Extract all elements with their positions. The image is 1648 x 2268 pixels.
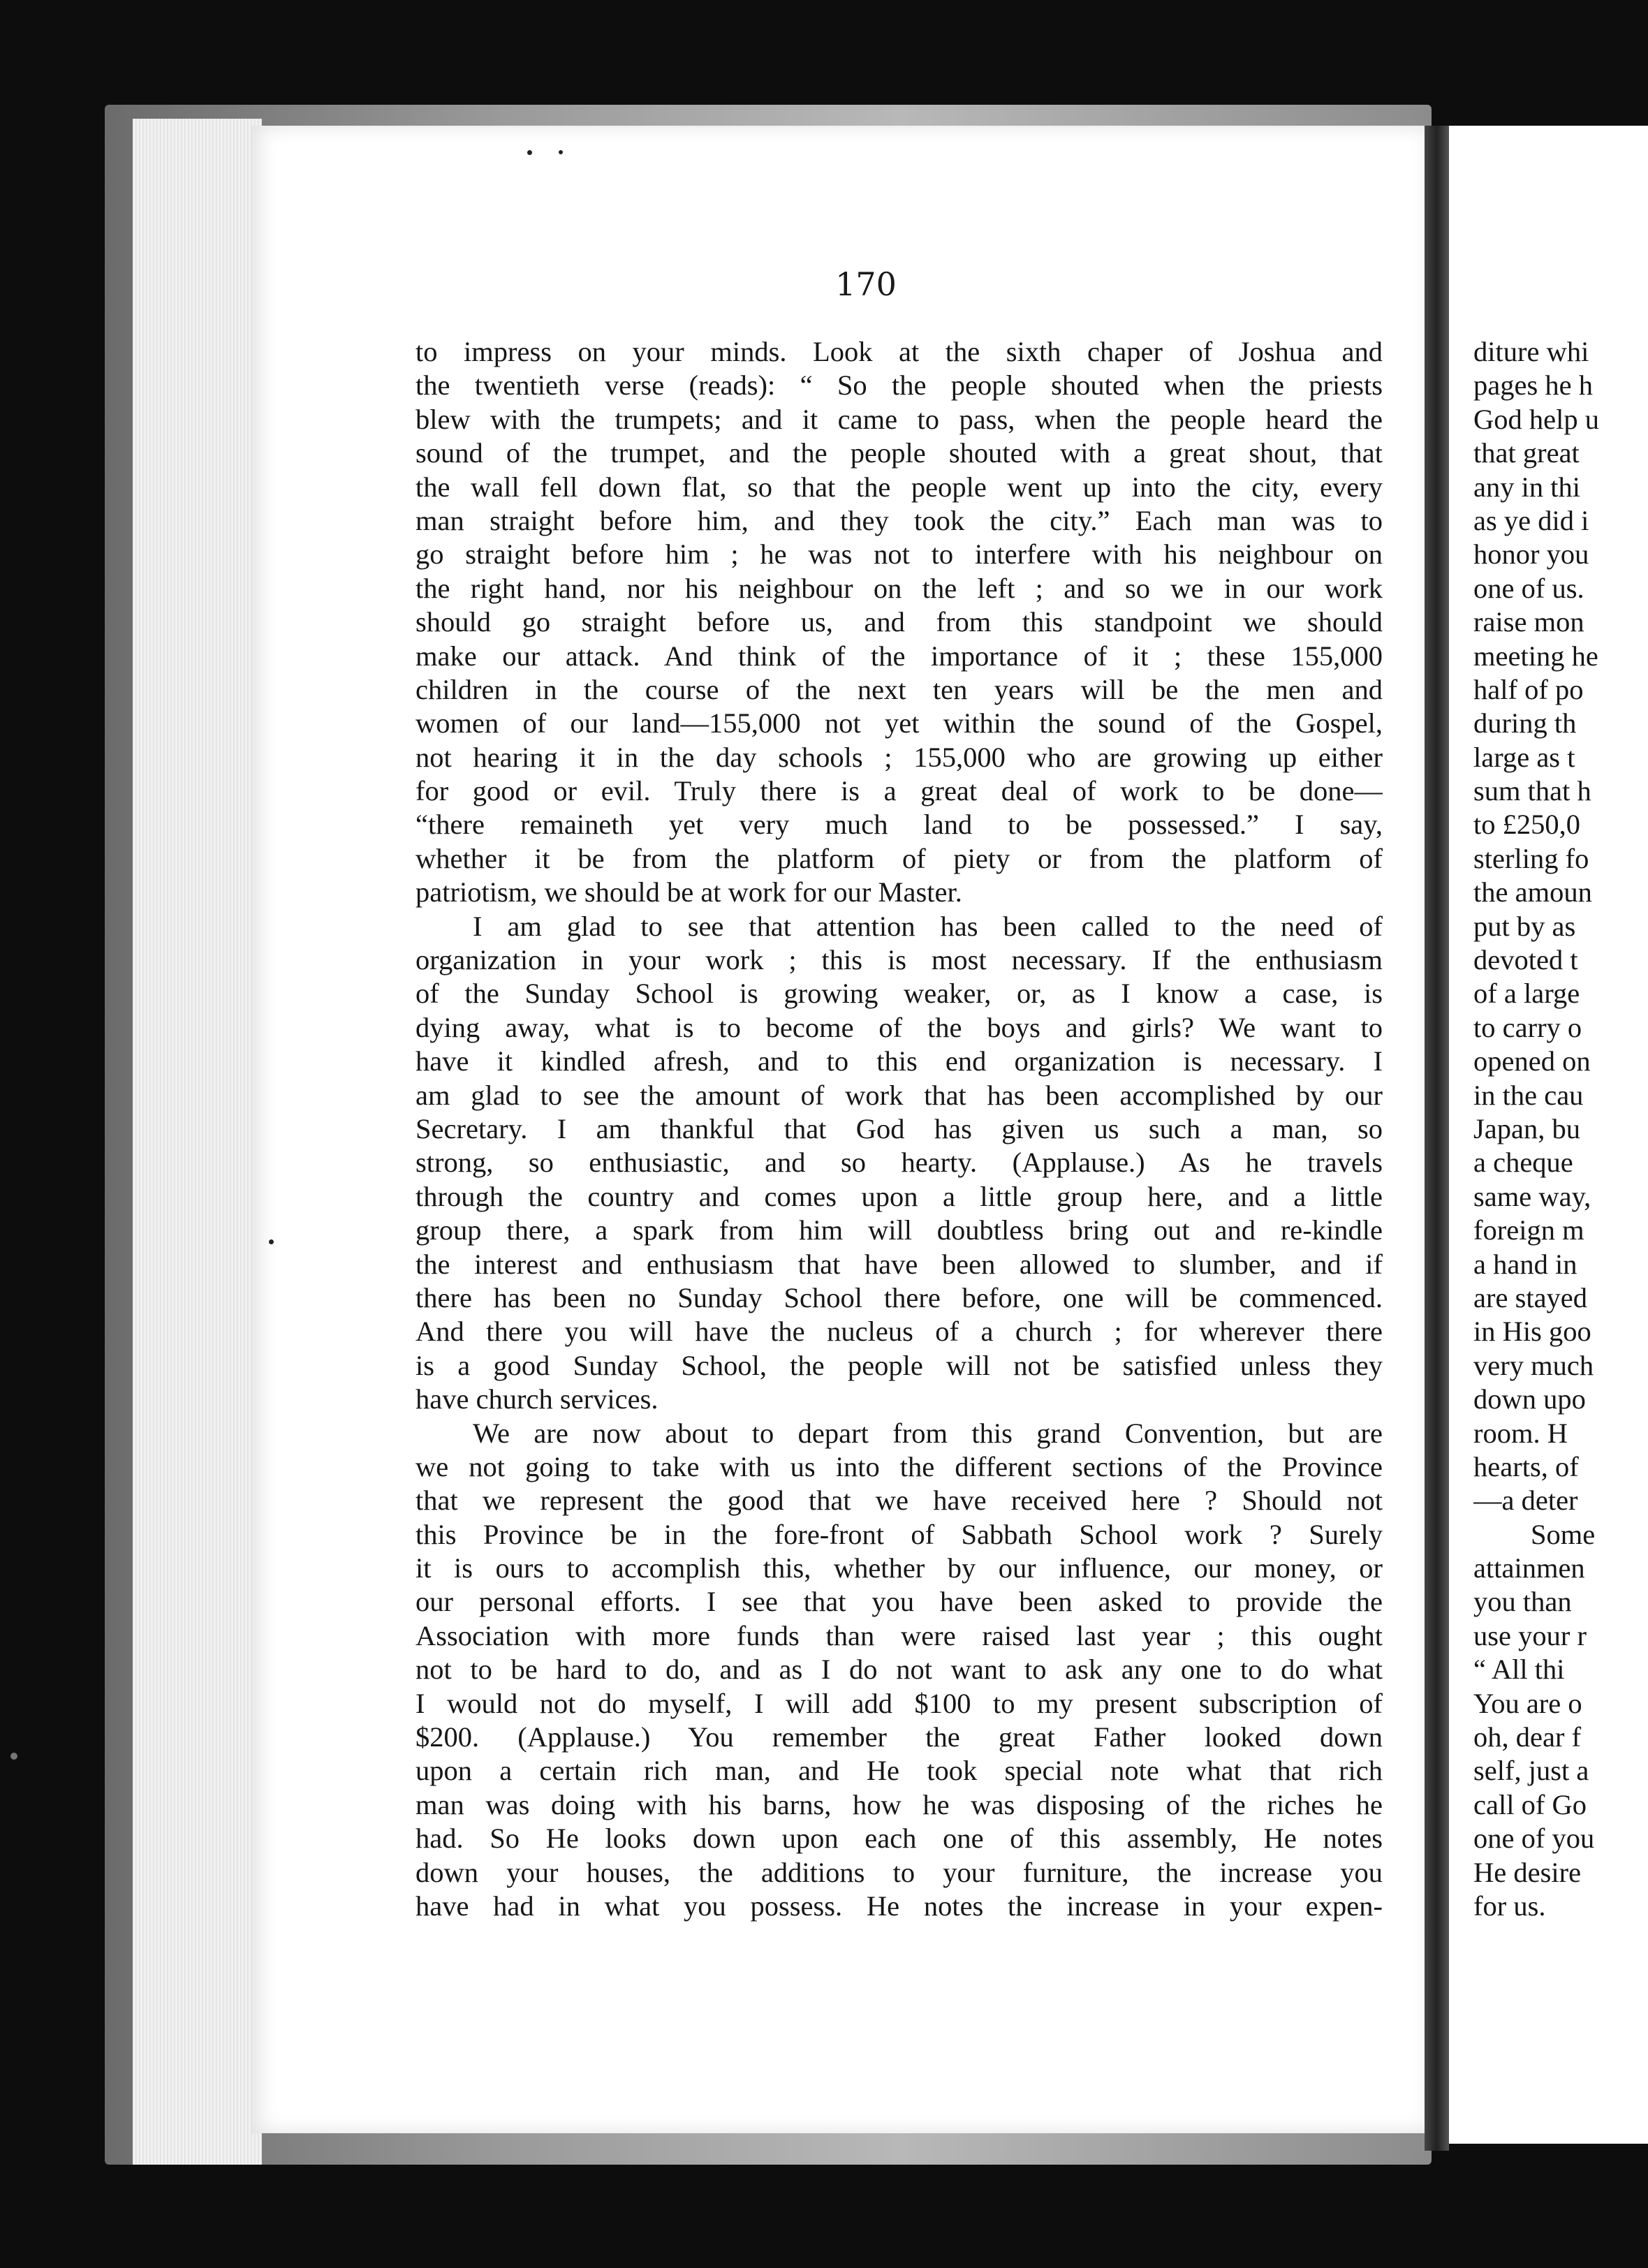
text-line: strong, so enthusiastic, and so hearty. (Applause.) As he travels <box>415 1147 1383 1179</box>
text-line: sterling fo <box>1473 842 1589 874</box>
text-line: children in the course of the next ten years will be the men and <box>415 673 1383 705</box>
text-line: down upo <box>1473 1383 1586 1415</box>
text-line: patriotism, we should be at work for our Master. <box>415 876 962 908</box>
text-line: $200. (Applause.) You remember the great Father looked down <box>415 1721 1383 1753</box>
text-line: I would not do myself, I will add $100 to my present subscription of <box>415 1687 1383 1719</box>
text-line: are stayed <box>1473 1281 1588 1313</box>
text-line: of the Sunday School is growing weaker, or, as I know a case, is <box>415 978 1383 1010</box>
text-line: not hearing it in the day schools ; 155,000 who are growing up either <box>415 741 1383 773</box>
dust-speck <box>269 1239 274 1244</box>
text-line: group there, a spark from him will doubtless bring out and re-kindle <box>415 1214 1383 1246</box>
text-line: oh, dear f <box>1473 1721 1582 1753</box>
text-line: meeting he <box>1473 640 1598 672</box>
text-line: Japan, bu <box>1473 1112 1580 1144</box>
text-line: one of us. <box>1473 572 1584 604</box>
text-line: have it kindled afresh, and to this end organization is necessary. I <box>415 1045 1383 1077</box>
text-line: had. So He looks down upon each one of this assembly, He notes <box>415 1822 1383 1855</box>
text-line: Some <box>1531 1518 1596 1550</box>
text-line: I am glad to see that attention has been called to the need of <box>473 910 1383 942</box>
text-line: the interest and enthusiasm that have been allowed to slumber, and if <box>415 1248 1383 1280</box>
text-line: any in thi <box>1473 471 1580 503</box>
text-line: not to be hard to do, and as I do not want to ask any one to do what <box>415 1654 1383 1686</box>
text-line: you than <box>1473 1586 1572 1618</box>
text-line: foreign m <box>1473 1214 1584 1246</box>
text-line: the right hand, nor his neighbour on the left ; and so we in our work <box>415 572 1383 604</box>
text-line: a cheque <box>1473 1147 1573 1179</box>
text-line: whether it be from the platform of piety or from the platform of <box>415 842 1383 874</box>
text-line: —a deter <box>1473 1485 1578 1517</box>
text-line: have church services. <box>415 1383 659 1415</box>
text-line: large as t <box>1473 741 1575 773</box>
text-line: And there you will have the nucleus of a church ; for wherever there <box>415 1316 1383 1348</box>
text-line: man straight before him, and they took the city.” Each man was to <box>415 504 1383 536</box>
text-line: God help u <box>1473 403 1599 435</box>
text-line: down your houses, the additions to your furniture, the increase you <box>415 1856 1383 1888</box>
text-line: devoted t <box>1473 944 1578 976</box>
text-line: diture whi <box>1473 336 1589 367</box>
text-line: women of our land—155,000 not yet within the sound of the Gospel, <box>415 707 1383 739</box>
text-line: for us. <box>1473 1890 1546 1922</box>
text-line: one of you <box>1473 1822 1595 1855</box>
text-line: honor you <box>1473 538 1589 570</box>
text-line: dying away, what is to become of the boys and girls? We want to <box>415 1011 1383 1043</box>
text-line: in His goo <box>1473 1316 1591 1348</box>
main-text-column <box>415 335 1383 1923</box>
text-line: make our attack. And think of the importance of it ; these 155,000 <box>415 640 1383 672</box>
text-line: we not going to take with us into the different sections of the Province <box>415 1450 1383 1482</box>
text-line: use your r <box>1473 1619 1587 1651</box>
text-line: “there remaineth yet very much land to be possessed.” I say, <box>415 809 1383 841</box>
text-line: is a good Sunday School, the people will not be satisfied unless they <box>415 1349 1383 1381</box>
text-line: You are o <box>1473 1687 1582 1719</box>
text-line: upon a certain rich man, and He took special note what that rich <box>415 1755 1383 1787</box>
text-line: have had in what you possess. He notes the increase in your expen- <box>415 1890 1383 1922</box>
text-line: put by as <box>1473 910 1576 942</box>
page-number: 170 <box>835 265 897 303</box>
text-line: as ye did i <box>1473 504 1589 536</box>
text-line: very much <box>1473 1349 1594 1381</box>
text-line: through the country and comes upon a little group here, and a little <box>415 1180 1383 1212</box>
text-line: the amoun <box>1473 876 1592 908</box>
text-line: am glad to see the amount of work that has been accomplished by our <box>415 1079 1383 1111</box>
text-line: to carry o <box>1473 1011 1582 1043</box>
text-line: organization in your work ; this is most necessary. If the enthusiasm <box>415 944 1383 976</box>
text-line: hearts, of <box>1473 1450 1579 1482</box>
text-line: Secretary. I am thankful that God has given us such a man, so <box>415 1112 1383 1144</box>
text-line: the wall fell down flat, so that the people went up into the city, every <box>415 471 1383 503</box>
text-line: half of po <box>1473 673 1584 705</box>
page-stack-edge <box>133 119 262 2165</box>
right-page-text-column <box>1473 335 1648 1923</box>
text-line: in the cau <box>1473 1079 1584 1111</box>
book-gutter <box>1425 126 1449 2151</box>
text-line: raise mon <box>1473 606 1584 638</box>
dust-speck <box>527 150 532 155</box>
text-line: should go straight before us, and from this standpoint we should <box>415 606 1383 638</box>
text-line: call of Go <box>1473 1788 1587 1820</box>
text-line: our personal efforts. I see that you have been asked to provide the <box>415 1586 1383 1618</box>
text-line: this Province be in the fore-front of Sabbath School work ? Surely <box>415 1518 1383 1550</box>
text-line: of a large <box>1473 978 1580 1010</box>
dust-speck <box>559 150 563 154</box>
text-line: for good or evil. Truly there is a great deal of work to be done— <box>415 775 1383 807</box>
dust-speck <box>10 1753 17 1760</box>
text-line: to £250,0 <box>1473 809 1581 841</box>
text-line: We are now about to depart from this grand Convention, but are <box>473 1417 1383 1449</box>
text-line: same way, <box>1473 1180 1591 1212</box>
text-line: it is ours to accomplish this, whether by our influence, our money, or <box>415 1552 1383 1584</box>
text-line: He desire <box>1473 1856 1582 1888</box>
text-line: during th <box>1473 707 1577 739</box>
text-line: go straight before him ; he was not to interfere with his neighbour on <box>415 538 1383 570</box>
text-line: “ All thi <box>1473 1654 1565 1686</box>
text-line: self, just a <box>1473 1755 1589 1787</box>
text-line: attainmen <box>1473 1552 1585 1584</box>
text-line: man was doing with his barns, how he was disposing of the riches he <box>415 1788 1383 1820</box>
text-line: Association with more funds than were raised last year ; this ought <box>415 1619 1383 1651</box>
text-line: sum that h <box>1473 775 1591 807</box>
text-line: that great <box>1473 437 1580 469</box>
text-line: blew with the trumpets; and it came to pass, when the people heard the <box>415 403 1383 435</box>
text-line: room. H <box>1473 1417 1568 1449</box>
text-line: there has been no Sunday School there before, one will be commenced. <box>415 1281 1383 1313</box>
text-line: a hand in <box>1473 1248 1577 1280</box>
text-line: the twentieth verse (reads): “ So the people shouted when the priests <box>415 369 1383 402</box>
text-line: to impress on your minds. Look at the sixth chaper of Joshua and <box>415 336 1383 367</box>
text-line: sound of the trumpet, and the people shouted with a great shout, that <box>415 437 1383 469</box>
text-line: opened on <box>1473 1045 1591 1077</box>
text-line: pages he h <box>1473 369 1593 402</box>
text-line: that we represent the good that we have received here ? Should not <box>415 1485 1383 1517</box>
